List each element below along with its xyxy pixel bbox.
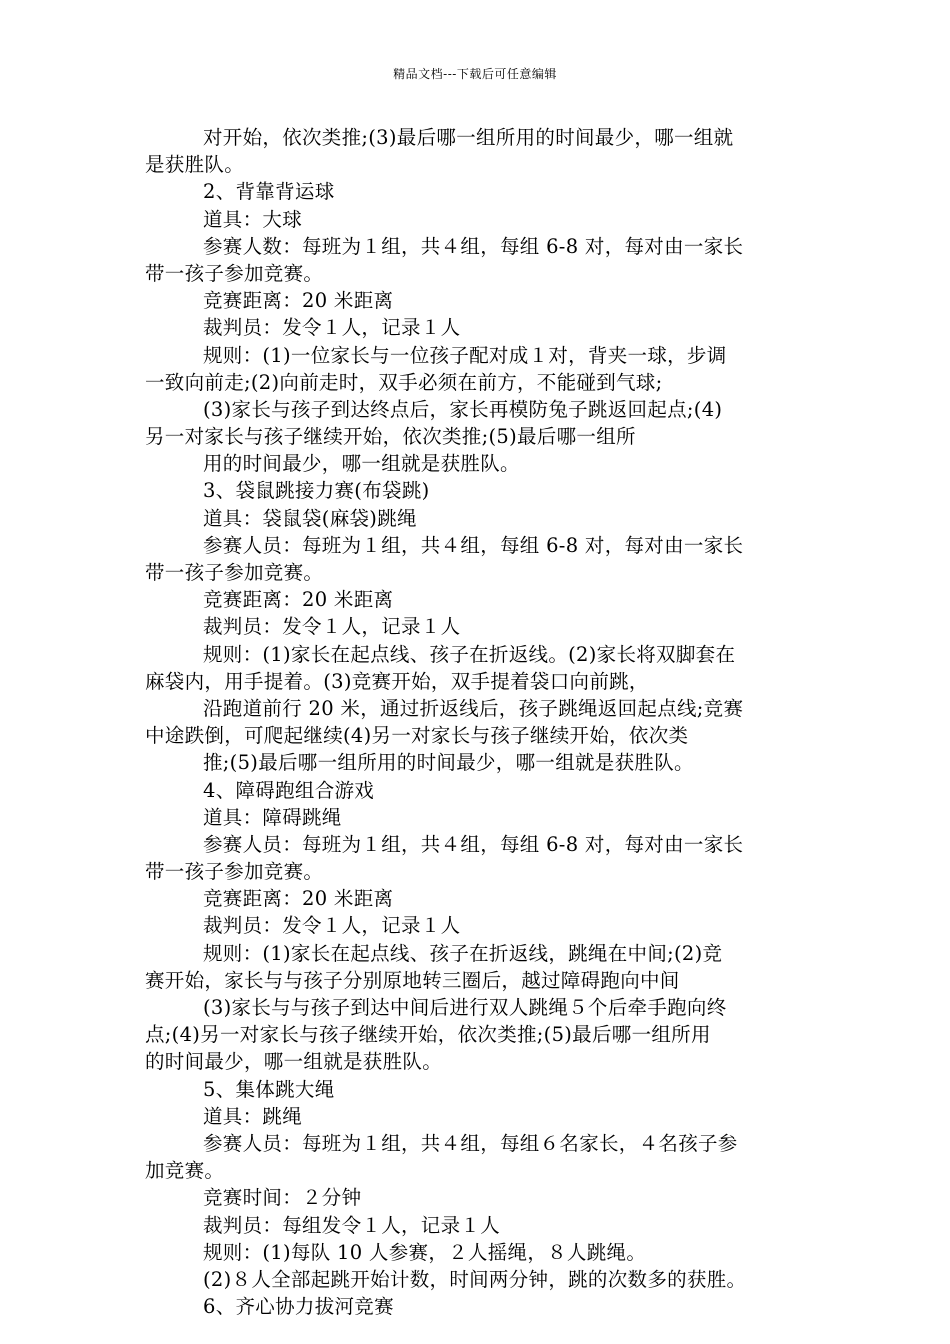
text-line: 道具：袋鼠袋(麻袋)跳绳 xyxy=(203,506,417,530)
text-line: 中途跌倒，可爬起继续(4)另一对家长与孩子继续开始，依次类 xyxy=(145,724,689,748)
text-line: 带一孩子参加竞赛。 xyxy=(145,860,324,884)
text-line: 裁判员：每组发令１人，记录１人 xyxy=(203,1213,501,1237)
text-line: 另一对家长与孩子继续开始，依次类推;(5)最后哪一组所 xyxy=(145,425,636,449)
text-line: 6、齐心协力拔河竞赛 xyxy=(203,1295,394,1319)
text-line: 4、障碍跑组合游戏 xyxy=(203,778,375,802)
text-line: 5、集体跳大绳 xyxy=(203,1077,335,1101)
text-line: 裁判员：发令１人，记录１人 xyxy=(203,914,461,938)
text-line: 用的时间最少，哪一组就是获胜队。 xyxy=(203,452,520,476)
text-line: 竞赛时间：２分钟 xyxy=(203,1186,362,1210)
text-line: 参赛人员：每班为１组，共４组，每组 6-8 对，每对由一家长 xyxy=(203,832,744,856)
text-line: 麻袋内，用手提着。(3)竞赛开始，双手提着袋口向前跳， xyxy=(145,669,649,693)
text-line: 2、背靠背运球 xyxy=(203,180,335,204)
text-line: 竞赛距离：20 米距离 xyxy=(203,289,394,313)
text-line: 竞赛距离：20 米距离 xyxy=(203,887,394,911)
document-body xyxy=(145,124,810,1320)
text-line: (2)８人全部起跳开始计数，时间两分钟，跳的次数多的获胜。 xyxy=(203,1267,747,1291)
text-line: 道具：大球 xyxy=(203,207,303,231)
text-line: 是获胜队。 xyxy=(145,153,245,177)
text-line: (3)家长与与孩子到达中间后进行双人跳绳５个后牵手跑向终 xyxy=(203,996,727,1019)
text-line: 一致向前走;(2)向前走时，双手必须在前方，不能碰到气球; xyxy=(145,370,663,394)
text-line: 带一孩子参加竞赛。 xyxy=(145,261,324,285)
text-line: 参赛人员：每班为１组，共４组，每组 6-8 对，每对由一家长 xyxy=(203,533,744,557)
text-line: 规则：(1)家长在起点线、孩子在折返线。(2)家长将双脚套在 xyxy=(203,642,736,666)
text-line: (3)家长与孩子到达终点后，家长再模防兔子跳返回起点;(4) xyxy=(203,397,723,421)
page-header: 精品文档---下载后可任意编辑 xyxy=(393,67,557,81)
text-line: 规则：(1)家长在起点线、孩子在折返线，跳绳在中间;(2)竞 xyxy=(203,941,723,965)
text-line: 3、袋鼠跳接力赛(布袋跳) xyxy=(203,479,430,503)
text-line: 规则：(1)一位家长与一位孩子配对成１对，背夹一球，步调 xyxy=(203,343,727,367)
text-line: 推;(5)最后哪一组所用的时间最少，哪一组就是获胜队。 xyxy=(203,751,694,775)
text-line: 带一孩子参加竞赛。 xyxy=(145,561,324,584)
text-line: 加竞赛。 xyxy=(145,1159,225,1183)
text-line: 参赛人数：每班为１组，共４组，每组 6-8 对，每对由一家长 xyxy=(203,234,744,258)
text-line: 道具：跳绳 xyxy=(203,1104,303,1128)
text-line: 竞赛距离：20 米距离 xyxy=(203,588,394,612)
text-line: 赛开始，家长与与孩子分别原地转三圈后，越过障碍跑向中间 xyxy=(145,968,680,992)
text-line: 对开始，依次类推;(3)最后哪一组所用的时间最少，哪一组就 xyxy=(203,126,734,149)
text-line: 参赛人员：每班为１组，共４组，每组６名家长，４名孩子参 xyxy=(203,1131,738,1155)
text-line: 沿跑道前行 20 米，通过折返线后，孩子跳绳返回起点线;竞赛 xyxy=(203,696,744,720)
text-line: 的时间最少，哪一组就是获胜队。 xyxy=(145,1050,443,1074)
text-line: 点;(4)另一对家长与孩子继续开始，依次类推;(5)最后哪一组所用 xyxy=(145,1023,711,1047)
text-line: 裁判员：发令１人，记录１人 xyxy=(203,316,461,340)
text-line: 规则：(1)每队 10 人参赛，２人摇绳，８人跳绳。 xyxy=(203,1240,647,1264)
text-line: 裁判员：发令１人，记录１人 xyxy=(203,615,461,639)
text-line: 道具：障碍跳绳 xyxy=(203,805,342,829)
